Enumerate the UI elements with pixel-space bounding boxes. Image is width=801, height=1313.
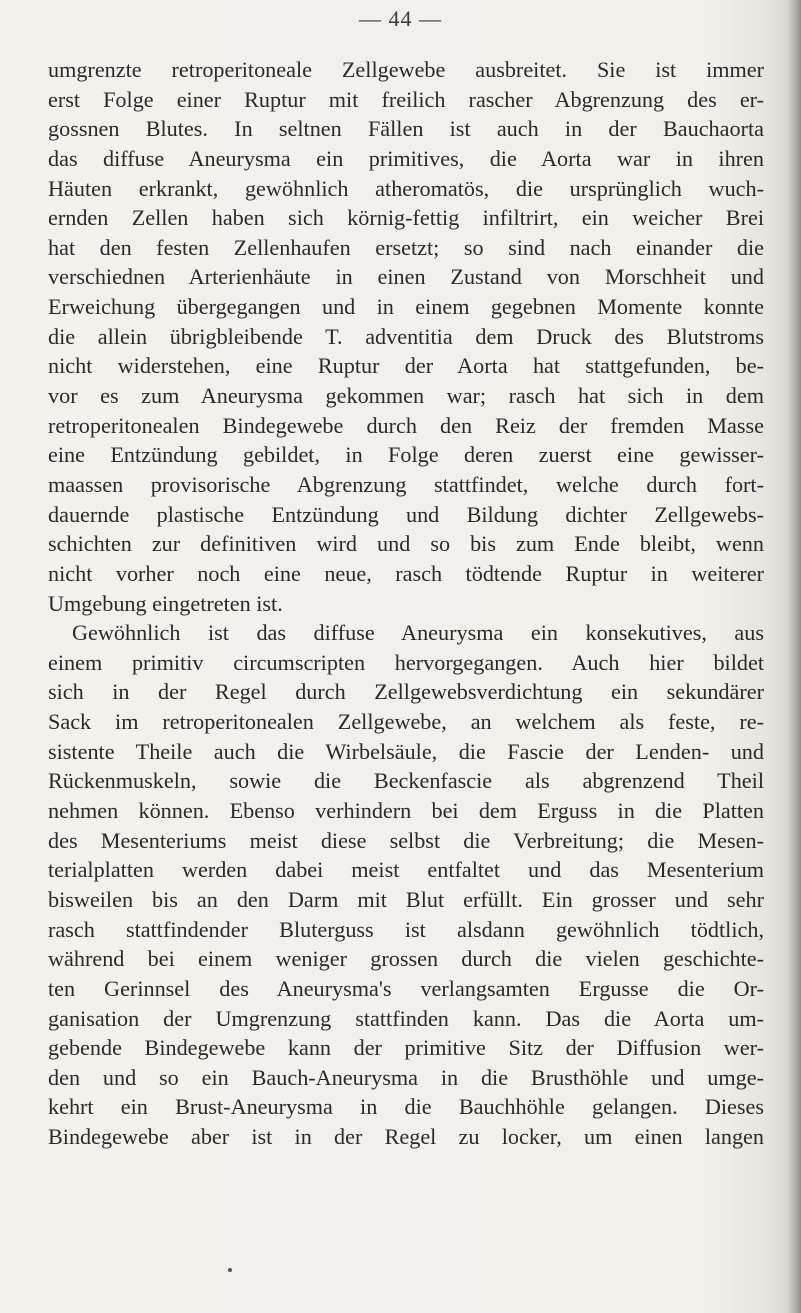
text-line: Sack im retroperitonealen Zellgewebe, an welchem als feste, re- bbox=[48, 709, 764, 735]
text-line: ganisation der Umgrenzung stattfinden kann. Das die Aorta um- bbox=[48, 1005, 764, 1031]
text-line: ernden Zellen haben sich körnig-fettig infiltrirt, ein weicher Brei bbox=[48, 205, 764, 231]
text-line: retroperitonealen Bindegewebe durch den Reiz der fremden Masse bbox=[48, 412, 764, 438]
print-speck bbox=[228, 1268, 232, 1272]
text-line: nehmen können. Ebenso verhindern bei dem Erguss in die Platten bbox=[48, 798, 764, 824]
text-line: terialplatten werden dabei meist entfaltet und das Mesenterium bbox=[48, 857, 764, 883]
text-line: nicht vorher noch eine neue, rasch tödtende Ruptur in weiterer bbox=[48, 560, 764, 586]
text-line: schichten zur definitiven wird und so bis zum Ende bleibt, wenn bbox=[48, 531, 764, 557]
text-line: des Mesenteriums meist diese selbst die Verbreitung; die Mesen- bbox=[48, 827, 764, 853]
text-line: erst Folge einer Ruptur mit freilich rascher Abgrenzung des er- bbox=[48, 86, 764, 112]
text-line: bisweilen bis an den Darm mit Blut erfüllt. Ein grosser und sehr bbox=[48, 886, 764, 912]
page-number: — 44 — bbox=[359, 6, 442, 31]
text-line: dauernde plastische Entzündung und Bildung dichter Zellgewebs- bbox=[48, 501, 764, 527]
text-line: die allein übrigbleibende T. adventitia dem Druck des Blutstroms bbox=[48, 323, 764, 349]
paragraph-last-line: Umgebung eingetreten ist. bbox=[48, 590, 283, 616]
text-line: gossnen Blutes. In seltnen Fällen ist auch in der Bauchaorta bbox=[48, 116, 764, 142]
text-line: sistente Theile auch die Wirbelsäule, die Fascie der Lenden- und bbox=[48, 738, 764, 764]
text-line: Erweichung übergegangen und in einem gegebnen Momente konnte bbox=[48, 294, 764, 320]
text-line: Bindegewebe aber ist in der Regel zu locker, um einen langen bbox=[48, 1124, 764, 1150]
text-line: maassen provisorische Abgrenzung stattfindet, welche durch fort- bbox=[48, 471, 764, 497]
text-line: eine Entzündung gebildet, in Folge deren zuerst eine gewisser- bbox=[48, 442, 764, 468]
text-line: umgrenzte retroperitoneale Zellgewebe ausbreitet. Sie ist immer bbox=[48, 57, 764, 82]
text-line: nicht widerstehen, eine Ruptur der Aorta hat stattgefunden, be- bbox=[48, 353, 764, 379]
page-edge-shadow bbox=[787, 0, 801, 1313]
text-line: hat den festen Zellenhaufen ersetzt; so sind nach einander die bbox=[48, 234, 764, 260]
text-line: während bei einem weniger grossen durch die vielen geschichte- bbox=[48, 946, 764, 972]
text-line: sich in der Regel durch Zellgewebsverdichtung ein sekundärer bbox=[48, 679, 764, 705]
text-line: das diffuse Aneurysma ein primitives, die Aorta war in ihren bbox=[48, 145, 764, 171]
text-line: rasch stattfindender Bluterguss ist alsdann gewöhnlich tödtlich, bbox=[48, 916, 764, 942]
text-line: Rückenmuskeln, sowie die Beckenfascie als abgrenzend Theil bbox=[48, 768, 764, 794]
text-line: ten Gerinnsel des Aneurysma's verlangsamten Ergusse die Or- bbox=[48, 975, 764, 1001]
text-line: vor es zum Aneurysma gekommen war; rasch hat sich in dem bbox=[48, 383, 764, 409]
text-line: Häuten erkrankt, gewöhnlich atheromatös, die ursprünglich wuch- bbox=[48, 175, 764, 201]
paragraph-first-line: Gewöhnlich ist das diffuse Aneurysma ein konsekutives, aus bbox=[72, 620, 764, 646]
text-line: verschiednen Arterienhäute in einen Zustand von Morschheit und bbox=[48, 264, 764, 290]
text-line: gebende Bindegewebe kann der primitive Sitz der Diffusion wer- bbox=[48, 1035, 764, 1061]
text-line: kehrt ein Brust-Aneurysma in die Bauchhöhle gelangen. Dieses bbox=[48, 1094, 764, 1120]
text-line: einem primitiv circumscripten hervorgegangen. Auch hier bildet bbox=[48, 649, 764, 675]
body-text bbox=[48, 55, 764, 1152]
text-line: den und so ein Bauch-Aneurysma in die Brusthöhle und umge- bbox=[48, 1064, 764, 1090]
